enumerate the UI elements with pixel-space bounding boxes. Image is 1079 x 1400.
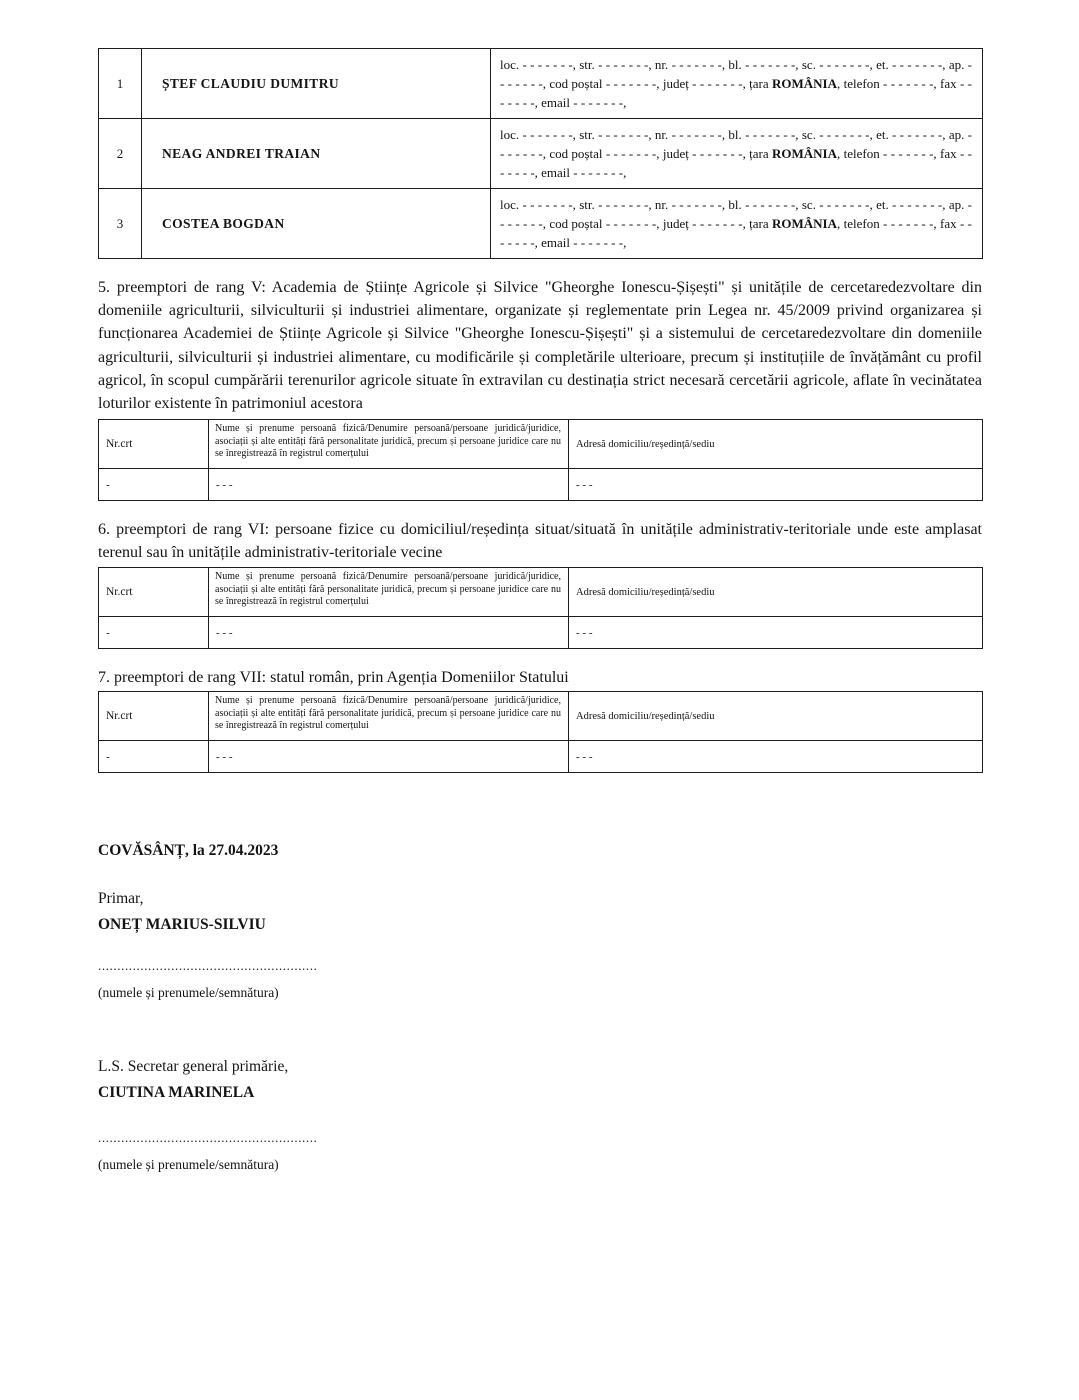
cell-name: - - -: [209, 741, 569, 773]
cell-address: - - -: [569, 469, 983, 501]
table-row: [99, 469, 983, 501]
person-name: COSTEA BOGDAN: [142, 189, 491, 259]
header-address: Adresă domiciliu/reședință/sediu: [569, 568, 983, 617]
header-address: Adresă domiciliu/reședință/sediu: [569, 692, 983, 741]
table-header-row: [99, 420, 983, 469]
table-row: [99, 189, 983, 259]
primar-label: Primar,: [98, 890, 144, 907]
cell-nr: -: [99, 741, 209, 773]
paragraph-rang-vii: 7. preemptori de rang VII: statul român, prin Agenția Domeniilor Statului: [98, 669, 569, 686]
row-number: 3: [99, 189, 142, 259]
address-country: ROMÂNIA: [772, 146, 837, 161]
signature-dotted-line: .........................................................: [98, 958, 318, 973]
cell-nr: -: [99, 469, 209, 501]
secretary-label: L.S. Secretar general primărie,: [98, 1058, 289, 1075]
cell-address: - - -: [569, 617, 983, 649]
table-row: [99, 49, 983, 119]
preemptor-table-rang-vii: [98, 691, 983, 773]
address-cell: [491, 49, 983, 119]
address-after: , telefon - - - - - - -, fax - - - - - - -, email - - - - - - -,: [500, 76, 972, 110]
signature-caption: (numele și prenumele/semnătura): [98, 985, 279, 1000]
cell-address: - - -: [569, 741, 983, 773]
person-name: NEAG ANDREI TRAIAN: [142, 119, 491, 189]
address-cell: [491, 189, 983, 259]
table-row: [99, 119, 983, 189]
cell-name: - - -: [209, 469, 569, 501]
address-before: loc. - - - - - - -, str. - - - - - - -, nr. - - - - - - -, bl. - - - - - - -, sc. - - - - - - -, et. - - - - - - -, ap. - - - - - - -, cod poștal - - - - - - -, județ - - - - - - -, țara: [500, 197, 972, 231]
address-after: , telefon - - - - - - -, fax - - - - - - -, email - - - - - - -,: [500, 146, 972, 180]
table-row: [99, 741, 983, 773]
address-cell: [491, 119, 983, 189]
address-before: loc. - - - - - - -, str. - - - - - - -, nr. - - - - - - -, bl. - - - - - - -, sc. - - - - - - -, et. - - - - - - -, ap. - - - - - - -, cod poștal - - - - - - -, județ - - - - - - -, țara: [500, 127, 972, 161]
header-address: Adresă domiciliu/reședință/sediu: [569, 420, 983, 469]
table-header-row: [99, 692, 983, 741]
header-name: Nume și prenume persoană fizică/Denumire persoană/persoane juridică/juridice, asociații și alte entități fără personalitate juridică, precum și persoane juridice care nu se înregistrează în registrul comerțului: [209, 568, 569, 617]
address-after: , telefon - - - - - - -, fax - - - - - - -, email - - - - - - -,: [500, 216, 972, 250]
row-number: 2: [99, 119, 142, 189]
header-nr-crt: Nr.crt: [99, 692, 209, 741]
address-country: ROMÂNIA: [772, 76, 837, 91]
address-before: loc. - - - - - - -, str. - - - - - - -, nr. - - - - - - -, bl. - - - - - - -, sc. - - - - - - -, et. - - - - - - -, ap. - - - - - - -, cod poștal - - - - - - -, județ - - - - - - -, țara: [500, 57, 972, 91]
paragraph-rang-v: 5. preemptori de rang V: Academia de Științe Agricole și Silvice "Gheorghe Ionescu-Șișești" și unitățile de cercetaredezvoltare din domeniile agriculturii, silviculturii și industriei alimentare, organizate și reglementate prin Legea nr. 45/2009 privind organizarea și funcționarea Academiei de Științe Agricole și Silvice "Gheorghe Ionescu-Șișești" și a sistemului de cercetaredezvoltare din domeniile agriculturii, silviculturii și industriei alimentare, cu modificările și completările ulterioare, precum și instituțiile de învățământ cu profil agricol, în scopul cumpărării terenurilor agricole situate în extravilan cu destinația strict necesară cercetării agricole, aflate în vecinătatea loturilor existente în patrimoniul acestora: [98, 279, 982, 413]
preemptor-table-rang-vi: [98, 567, 983, 649]
signature-dotted-line: .........................................................: [98, 1130, 318, 1145]
header-nr-crt: Nr.crt: [99, 420, 209, 469]
header-nr-crt: Nr.crt: [99, 568, 209, 617]
cell-name: - - -: [209, 617, 569, 649]
header-name: Nume și prenume persoană fizică/Denumire persoană/persoane juridică/juridice, asociații și alte entități fără personalitate juridică, precum și persoane juridice care nu se înregistrează în registrul comerțului: [209, 692, 569, 741]
table-header-row: [99, 568, 983, 617]
row-number: 1: [99, 49, 142, 119]
address-country: ROMÂNIA: [772, 216, 837, 231]
person-name: ȘTEF CLAUDIU DUMITRU: [142, 49, 491, 119]
preemptor-table-rang-v: [98, 419, 983, 501]
secretary-name: CIUTINA MARINELA: [98, 1084, 255, 1101]
table-row: [99, 617, 983, 649]
header-name: Nume și prenume persoană fizică/Denumire persoană/persoane juridică/juridice, asociații și alte entități fără personalitate juridică, precum și persoane juridice care nu se înregistrează în registrul comerțului: [209, 420, 569, 469]
primar-name: ONEȚ MARIUS-SILVIU: [98, 916, 266, 933]
names-table: [98, 48, 983, 259]
signature-place-date: COVĂSÂNȚ, la 27.04.2023: [98, 842, 279, 859]
paragraph-rang-vi: 6. preemptori de rang VI: persoane fizice cu domiciliul/reședința situat/situată în unitățile administrativ-teritoriale unde este amplasat terenul sau în unitățile administrativ-teritoriale vecine: [98, 521, 982, 562]
cell-nr: -: [99, 617, 209, 649]
signature-caption: (numele și prenumele/semnătura): [98, 1157, 279, 1172]
